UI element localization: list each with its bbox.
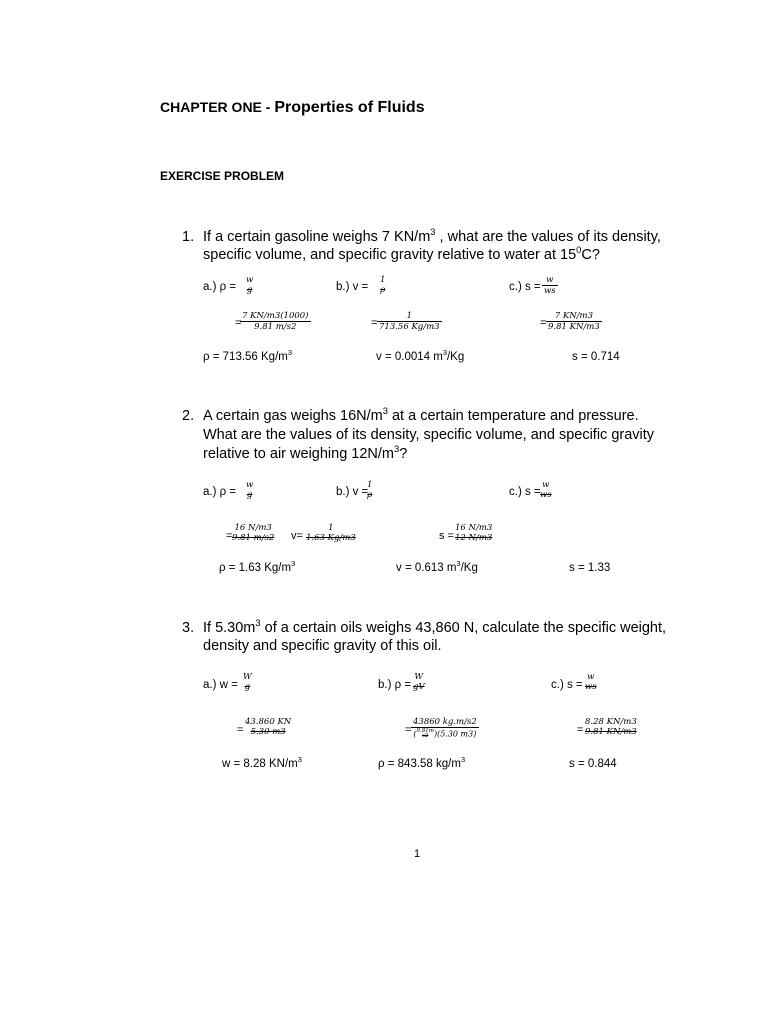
p2-step-a-den: 9.81 m/s2	[232, 532, 275, 543]
p1-result-density-sup: 3	[287, 348, 293, 358]
p2-step-a-fraction	[230, 524, 276, 542]
problem-2-line-3	[203, 445, 407, 464]
problem-3-line-1-b: of a certain oils weighs 43,860 N, calculate the specific weight,	[260, 620, 667, 636]
p3-part-c-den: ws	[585, 681, 597, 692]
p3-step-b-den-close: )(5.30 m3)	[433, 729, 477, 738]
p2-part-b-den: ρ	[367, 489, 373, 500]
p2-result-volume-a: v = 0.613 m	[396, 562, 457, 574]
p1-step-b-num: 1	[406, 311, 412, 321]
chapter-prefix: CHAPTER ONE -	[160, 99, 275, 115]
p2-step-a-num: 16 N/m3	[234, 523, 272, 533]
problem-2-line-1	[203, 407, 639, 426]
p3-step-a-eq: =	[237, 724, 244, 736]
p1-result-density	[203, 348, 293, 364]
problem-2-line-1-b: at a certain temperature and pressure.	[387, 408, 639, 424]
p1-step-a-den: 9.81 m/s2	[240, 321, 311, 332]
problem-1-line-2-sup: 0	[576, 244, 582, 256]
p1-part-b-den: ρ	[380, 284, 386, 295]
p2-step-c-fraction	[453, 524, 494, 542]
p3-part-b-den: gV	[413, 681, 425, 692]
p2-step-b-eq: v=	[291, 530, 303, 542]
p2-step-b-fraction	[304, 524, 358, 542]
p3-part-a-fraction	[241, 673, 254, 691]
p2-result-volume-sup: 3	[456, 559, 461, 569]
p3-result-weight-sup: 3	[297, 755, 302, 765]
p3-step-c-num: 8.28 KN/m3	[585, 717, 637, 727]
p2-part-a-num: w	[246, 480, 254, 490]
p2-part-c-num: w	[542, 480, 550, 490]
p3-step-b-den-g-den: s2	[422, 733, 429, 739]
problem-1-line-2-a: specific volume, and specific gravity relative to water at 15	[203, 247, 577, 263]
p1-step-b-den: 713.56 Kg/m3	[379, 321, 440, 332]
p2-part-a-den: g	[246, 489, 253, 500]
problem-2-number: 2.	[182, 408, 195, 424]
p3-result-weight-a: w = 8.28 KN/m	[222, 758, 298, 770]
p2-part-a-fraction	[244, 481, 255, 499]
p2-part-b-label: b.) v =	[336, 486, 369, 498]
p3-part-a-num: W	[243, 672, 252, 682]
p2-result-density-a: ρ = 1.63 Kg/m	[219, 562, 292, 574]
problem-2-line-1-sup: 3	[382, 405, 388, 417]
p2-step-c-eq: s =	[439, 530, 454, 542]
p1-step-a-num: 7 KN/m3(1000)	[242, 311, 309, 321]
p1-result-density-a: ρ = 713.56 Kg/m	[203, 351, 288, 363]
p3-step-b-den-open: (	[413, 729, 417, 738]
p2-step-b-den: 1.63 Kg/m3	[306, 532, 356, 543]
p1-result-volume-sup: 3	[442, 348, 447, 358]
problem-3-line-1	[203, 619, 666, 638]
p1-part-a-den: g	[246, 284, 253, 295]
problem-1-line-1-a: If a certain gasoline weighs 7 KN/m	[203, 229, 431, 245]
p3-result-weight	[222, 755, 302, 771]
p2-step-a-eq: =	[226, 530, 233, 542]
p1-part-b-num: 1	[380, 275, 386, 285]
p2-part-b-num: 1	[367, 480, 373, 490]
p2-part-c-label: c.) s =	[509, 486, 541, 498]
p3-step-b-eq: =	[405, 724, 412, 736]
page-number: 1	[414, 848, 421, 860]
p1-part-c-den: ws	[544, 285, 556, 296]
p3-step-c-den: 9.81 KN/m3	[585, 726, 637, 737]
p2-result-volume-b: /Kg	[460, 562, 478, 574]
problem-1-number: 1.	[182, 229, 195, 245]
problem-1-line-1-sup: 3	[430, 226, 436, 238]
p3-part-a-label: a.) w =	[203, 679, 238, 691]
p1-result-volume-b: /Kg	[446, 351, 465, 363]
p1-step-c-num: 7 KN/m3	[554, 311, 593, 321]
p3-result-density	[378, 755, 466, 771]
p1-part-b-label: b.) v =	[336, 281, 369, 293]
p1-part-a-label: a.) ρ =	[203, 281, 237, 293]
p3-part-b-label: b.) ρ =	[378, 679, 412, 691]
p3-step-c-eq: =	[577, 724, 584, 736]
p2-result-volume	[396, 559, 478, 575]
p3-part-b-fraction	[411, 673, 427, 691]
problem-2-line-3-a: relative to air weighing 12N/m	[203, 446, 395, 462]
p3-step-c-fraction	[583, 718, 639, 736]
p3-step-a-fraction	[243, 718, 293, 736]
p1-part-a-fraction	[244, 276, 255, 294]
p1-result-gravity: s = 0.714	[572, 351, 620, 363]
p2-step-c-num: 16 N/m3	[455, 523, 493, 533]
p1-step-b-eq: =	[371, 317, 378, 329]
p3-part-c-fraction	[583, 673, 599, 691]
p3-part-b-num: W	[414, 672, 424, 682]
p2-result-density-sup: 3	[291, 559, 296, 569]
p1-step-a-fraction	[240, 312, 311, 331]
p3-part-a-den: g	[244, 681, 251, 692]
problem-2-line-2: What are the values of its density, specific volume, and specific gravity	[203, 427, 655, 443]
p1-part-c-fraction	[542, 276, 558, 295]
problem-1-line-1-b: , what are the values of its density,	[435, 229, 661, 245]
p2-part-c-den: ws	[540, 489, 552, 500]
p2-part-a-label: a.) ρ =	[203, 486, 237, 498]
problem-2-line-3-b: ?	[399, 446, 408, 462]
chapter-title: Properties of Fluids	[274, 99, 425, 116]
chapter-heading	[160, 100, 425, 116]
p1-result-volume	[376, 348, 465, 364]
problem-3-line-2: density and specific gravity of this oil.	[203, 638, 442, 654]
p1-part-b-fraction	[378, 276, 387, 294]
p3-result-gravity: s = 0.844	[569, 758, 617, 770]
problem-1-line-2-b: C?	[581, 247, 600, 263]
p2-part-c-fraction	[538, 481, 554, 499]
p3-result-density-a: ρ = 843.58 kg/m	[378, 758, 461, 770]
problem-3-line-1-a: If 5.30m	[203, 620, 256, 636]
problem-1-line-2	[203, 246, 600, 265]
section-title: EXERCISE PROBLEM	[160, 169, 285, 183]
p1-part-c-num: w	[546, 275, 554, 285]
p3-step-b-den	[411, 727, 479, 740]
p1-result-volume-a: v = 0.0014 m	[376, 351, 443, 363]
problem-2-line-1-a: A certain gas weighs 16N/m	[203, 408, 383, 424]
p1-step-c-fraction	[546, 312, 602, 331]
p1-part-c-label: c.) s =	[509, 281, 541, 293]
p2-result-density	[219, 559, 296, 575]
p1-step-a-eq: =	[235, 317, 242, 329]
p2-step-c-den: 12 N/m3	[455, 532, 493, 543]
problem-3-number: 3.	[182, 620, 195, 636]
p1-part-a-num: w	[246, 275, 254, 285]
p1-step-b-fraction	[377, 312, 442, 331]
problem-2-line-3-sup: 3	[394, 443, 400, 455]
problem-1-line-1	[203, 228, 661, 247]
problem-3-line-1-sup: 3	[255, 617, 261, 629]
p3-step-a-den: 5.30 m3	[250, 726, 286, 737]
p2-part-b-fraction	[365, 481, 374, 499]
p3-step-b-num: 43860 kg.m/s2	[413, 717, 477, 727]
p3-part-c-num: w	[587, 672, 595, 682]
p3-step-b-den-g-num: 9.81m	[416, 727, 434, 734]
p3-step-a-num: 43.860 KN	[245, 717, 292, 727]
p3-step-b-den-g	[416, 729, 433, 740]
p1-step-c-eq: =	[540, 317, 547, 329]
p2-result-gravity: s = 1.33	[569, 562, 611, 574]
p2-step-b-num: 1	[328, 523, 334, 533]
p3-step-b-fraction	[411, 718, 479, 740]
p3-result-density-sup: 3	[460, 755, 466, 765]
p1-step-c-den: 9.81 KN/m3	[548, 321, 600, 332]
p3-part-c-label: c.) s =	[551, 679, 583, 691]
